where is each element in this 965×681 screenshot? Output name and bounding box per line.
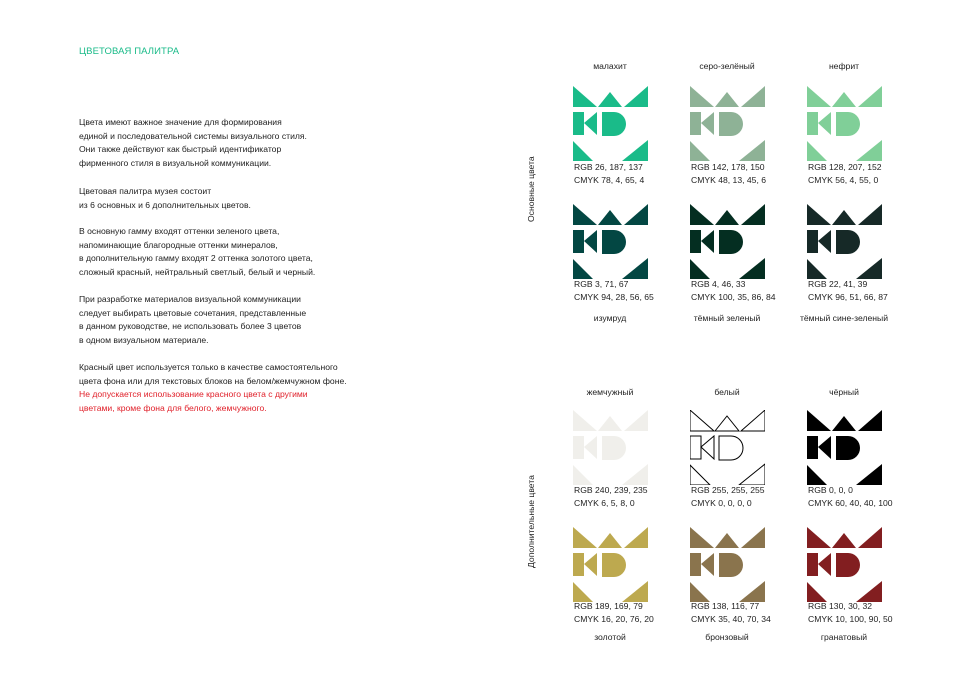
color-name: тёмный сине-зеленый [799,313,889,323]
logo-mark-swatch [690,86,765,161]
text-line: единой и последовательной системы визуального стиля. [79,130,307,141]
rgb-value: RGB 128, 207, 152 [808,162,882,172]
page-title: ЦВЕТОВАЯ ПАЛИТРА [79,46,180,57]
cmyk-value: CMYK 56, 4, 55, 0 [808,175,879,185]
logo-mark-swatch [690,410,765,485]
color-name: нефрит [828,61,860,71]
color-values [808,278,888,304]
gamut-paragraph [79,225,315,279]
rgb-value: RGB 130, 30, 32 [808,601,873,611]
rgb-value: RGB 142, 178, 150 [691,162,765,172]
text-line: в одном визуальном материале. [79,334,209,345]
cmyk-value: CMYK 100, 35, 86, 84 [691,292,776,302]
palette-count-paragraph [79,185,251,212]
color-values [691,278,776,304]
usage-paragraph [79,293,306,347]
text-line: сложный красный, нейтральный светлый, белый и черный. [79,266,316,277]
rgb-value: RGB 4, 46, 33 [691,279,746,289]
color-values [574,278,654,304]
logo-mark-swatch [690,527,765,602]
color-values [808,484,893,510]
text-line: цвета фона или для текстовых блоков на белом/жемчужном фоне. [79,375,347,386]
cmyk-value: CMYK 0, 0, 0, 0 [691,498,752,508]
text-line: в данном руководстве, не использовать более 3 цветов [79,321,302,332]
color-values [574,161,644,187]
warning-text-line: Не допускается использование красного цвета с другими [79,389,308,400]
color-name: тёмный зеленый [693,313,761,323]
cmyk-value: CMYK 48, 13, 45, 6 [691,175,766,185]
logo-mark-swatch [573,527,648,602]
color-name: малахит [593,61,627,71]
color-name: жемчужный [586,387,634,397]
color-name: белый [714,387,740,397]
color-name: бронзовый [705,632,749,642]
cmyk-value: CMYK 35, 40, 70, 34 [691,614,771,624]
rgb-value: RGB 3, 71, 67 [574,279,629,289]
warning-text-line: цветами, кроме фона для белого, жемчужного. [79,402,267,413]
logo-mark-swatch [807,204,882,279]
logo-mark-swatch [807,86,882,161]
logo-mark-swatch [807,527,882,602]
color-values [808,161,882,187]
text-line: Цветовая палитра музея состоит [79,186,212,196]
text-line: Цвета имеют важное значение для формирования [79,117,282,127]
text-line: в дополнительную гамму входят 2 оттенка золотого цвета, [79,253,313,264]
cmyk-value: CMYK 16, 20, 76, 20 [574,614,654,624]
rgb-value: RGB 255, 255, 255 [691,485,765,495]
rgb-value: RGB 189, 169, 79 [574,601,643,611]
color-values [808,600,893,626]
primary-colors-label: Основные цвета [526,156,536,222]
logo-mark-swatch [690,204,765,279]
text-line: напоминающие благородные оттенки минералов, [79,239,278,250]
logo-mark-swatch [573,410,648,485]
color-name: чёрный [829,387,859,397]
color-values [691,484,765,510]
color-name: изумруд [593,313,627,323]
cmyk-value: CMYK 6, 5, 8, 0 [574,498,635,508]
rgb-value: RGB 0, 0, 0 [808,485,853,495]
rgb-value: RGB 26, 187, 137 [574,162,643,172]
cmyk-value: CMYK 60, 40, 40, 100 [808,498,893,508]
intro-paragraph [79,116,307,170]
logo-mark-swatch [573,86,648,161]
text-line: Они также действуют как быстрый идентификатор [79,144,282,155]
color-name: серо-зелёный [699,61,755,71]
text-line: В основную гамму входят оттенки зеленого цвета, [79,226,280,236]
logo-mark-swatch [807,410,882,485]
text-line: из 6 основных и 6 дополнительных цветов. [79,199,251,210]
rgb-value: RGB 240, 239, 235 [574,485,648,495]
text-line: фирменного стиля в визуальной коммуникации. [79,157,272,168]
color-name: золотой [594,632,626,642]
text-line: При разработке материалов визуальной коммуникации [79,294,301,304]
rgb-value: RGB 138, 116, 77 [691,601,760,611]
cmyk-value: CMYK 78, 4, 65, 4 [574,175,645,185]
color-name: гранатовый [820,632,868,642]
cmyk-value: CMYK 94, 28, 56, 65 [574,292,654,302]
color-values [691,161,766,187]
secondary-colors-label: Дополнительные цвета [526,475,536,568]
color-values [691,600,771,626]
text-line: следует выбирать цветовые сочетания, представленные [79,307,307,318]
color-values [574,484,648,510]
rgb-value: RGB 22, 41, 39 [808,279,868,289]
logo-mark-swatch [573,204,648,279]
cmyk-value: CMYK 10, 100, 90, 50 [808,614,893,624]
text-line: Красный цвет используется только в качестве самостоятельного [79,362,338,372]
red-color-paragraph [79,361,347,415]
cmyk-value: CMYK 96, 51, 66, 87 [808,292,888,302]
color-values [574,600,654,626]
